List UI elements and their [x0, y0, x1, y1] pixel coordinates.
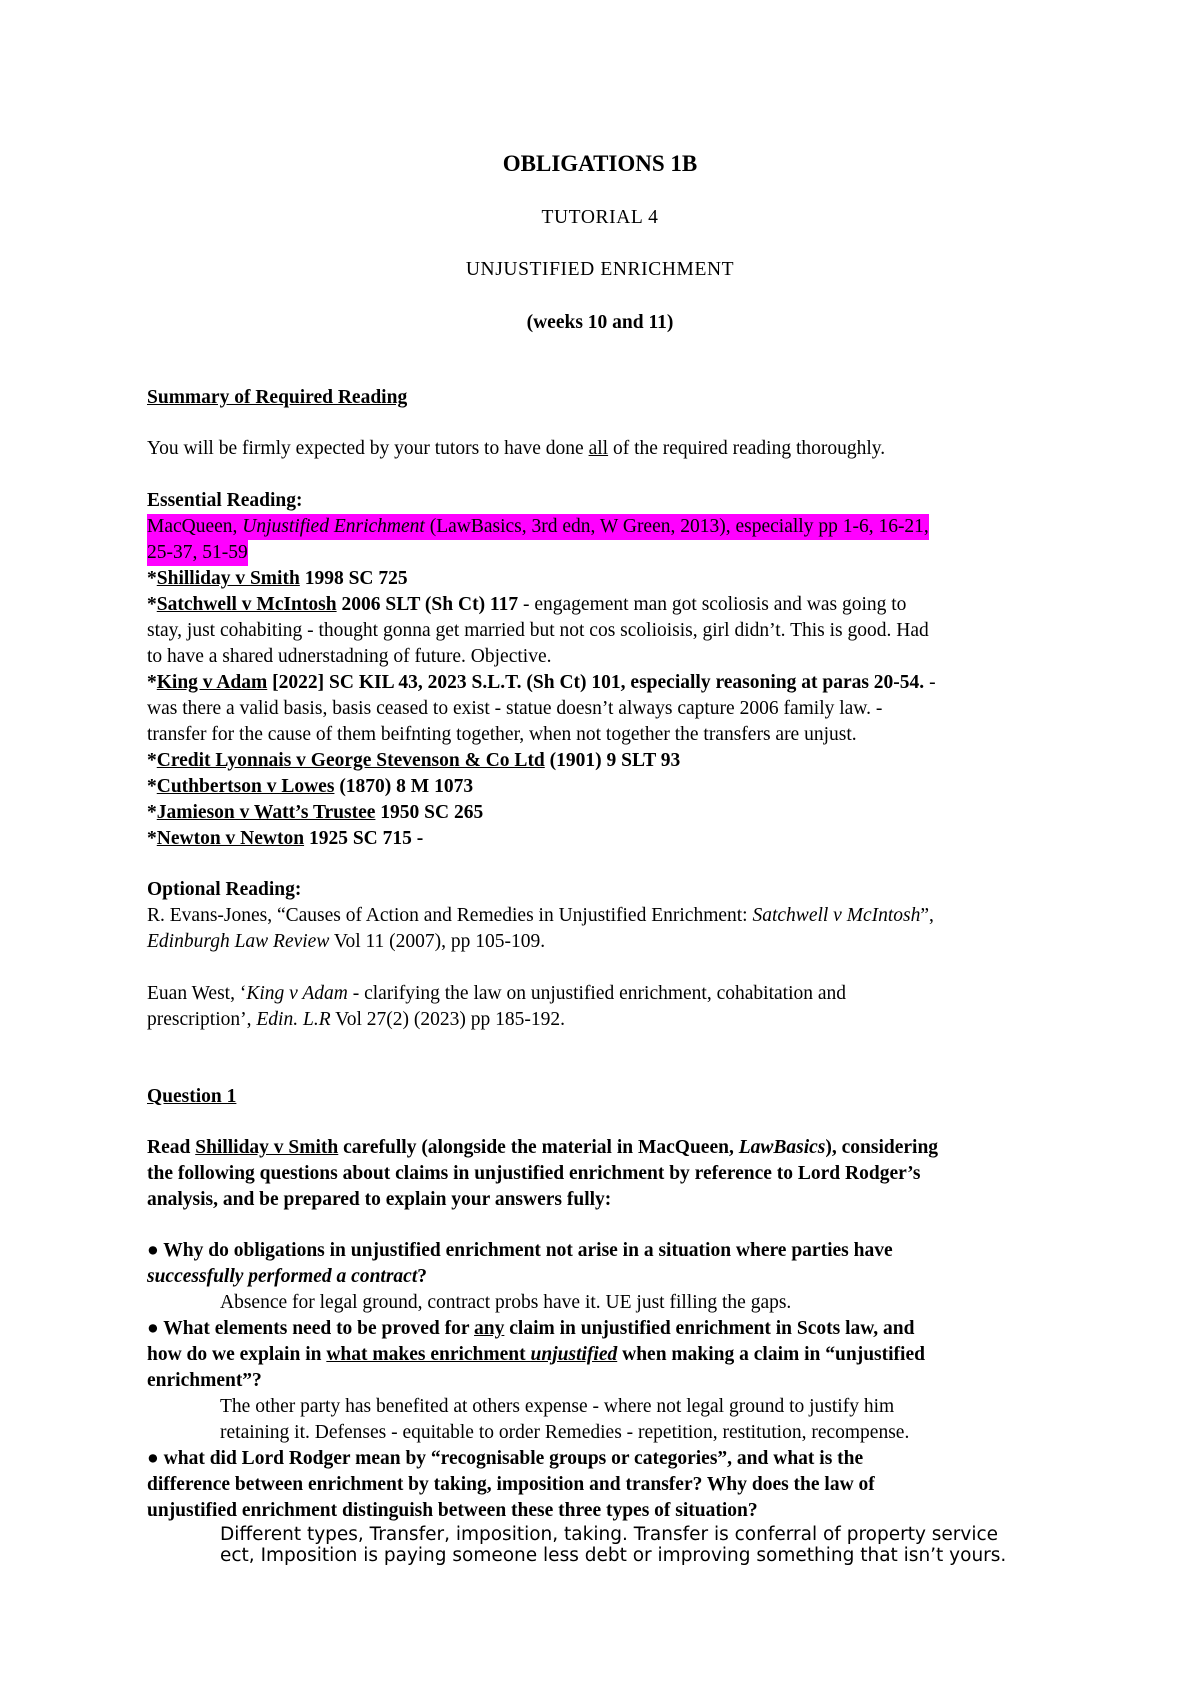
- answer-bullet-3: Different types, Transfer, imposition, taking. Transfer is conferral of property service: [220, 1524, 999, 1545]
- question-bullet-2-line: how do we explain in what makes enrichment unjustified when making a claim in “unjustified: [147, 1344, 925, 1365]
- tutorial-number: TUTORIAL 4: [541, 207, 659, 228]
- page-title: OBLIGATIONS 1B: [502, 151, 698, 176]
- reading-item-shilliday: *Shilliday v Smith 1998 SC 725: [147, 568, 408, 589]
- answer-bullet-3-line: ect, Imposition is paying someone less debt or improving something that isn’t yours.: [220, 1545, 1007, 1566]
- reading-item-satchwell: *Satchwell v McIntosh 2006 SLT (Sh Ct) 117 - engagement man got scoliosis and was going to: [147, 594, 907, 615]
- reading-item-cuthbertson: *Cuthbertson v Lowes (1870) 8 M 1073: [147, 776, 474, 797]
- optional-reference-1-journal: Edinburgh Law Review Vol 11 (2007), pp 105-109.: [147, 931, 546, 952]
- answer-bullet-2: The other party has benefited at others expense - where not legal ground to justify him: [220, 1396, 895, 1417]
- optional-reference-2: Euan West, ‘King v Adam - clarifying the law on unjustified enrichment, cohabitation and: [147, 983, 847, 1004]
- reading-item-macqueen: MacQueen, Unjustified Enrichment (LawBasics, 3rd edn, W Green, 2013), especially pp 1-6, 16-21,: [147, 514, 929, 540]
- summary-intro: You will be firmly expected by your tutors to have done all of the required reading thoroughly.: [147, 438, 886, 459]
- weeks-label: (weeks 10 and 11): [526, 312, 674, 333]
- question-bullet-2: ● What elements need to be proved for any claim in unjustified enrichment in Scots law, and: [147, 1318, 915, 1339]
- optional-reference-2-journal: prescription’, Edin. L.R Vol 27(2) (2023) pp 185-192.: [147, 1009, 565, 1030]
- satchwell-note-line: to have a shared udnerstadning of future. Objective.: [147, 646, 552, 667]
- question-bullet-1: ● Why do obligations in unjustified enrichment not arise in a situation where parties have: [147, 1240, 893, 1261]
- question-bullet-3: ● what did Lord Rodger mean by “recognisable groups or categories”, and what is the: [147, 1448, 864, 1469]
- reading-item-jamieson: *Jamieson v Watt’s Trustee 1950 SC 265: [147, 802, 484, 823]
- answer-bullet-2-line: retaining it. Defenses - equitable to order Remedies - repetition, restitution, recompense.: [220, 1422, 910, 1443]
- reading-item-macqueen-pages: 25-37, 51-59: [147, 540, 248, 566]
- satchwell-note-line: stay, just cohabiting - thought gonna get married but not cos scolioisis, girl didn’t. This is good. Had: [147, 620, 929, 641]
- king-note-line: transfer for the cause of them beifnting together, when not together the transfers are unjust.: [147, 724, 857, 745]
- essential-reading-heading: Essential Reading:: [147, 490, 303, 511]
- question-1-heading: Question 1: [147, 1086, 237, 1107]
- question-bullet-2-line: enrichment”?: [147, 1370, 262, 1391]
- reading-item-newton: *Newton v Newton 1925 SC 715 -: [147, 828, 424, 849]
- question-bullet-3-line: difference between enrichment by taking, imposition and transfer? Why does the law of: [147, 1474, 875, 1495]
- reading-item-king: *King v Adam [2022] SC KIL 43, 2023 S.L.T. (Sh Ct) 101, especially reasoning at paras 20-54. -: [147, 672, 936, 693]
- king-note-line: was there a valid basis, basis ceased to exist - statue doesn’t always capture 2006 family law. -: [147, 698, 883, 719]
- reading-item-credit-lyonnais: *Credit Lyonnais v George Stevenson & Co Ltd (1901) 9 SLT 93: [147, 750, 681, 771]
- question-1-intro: Read Shilliday v Smith carefully (alongside the material in MacQueen, LawBasics), considering: [147, 1137, 939, 1158]
- question-1-intro-line: the following questions about claims in unjustified enrichment by reference to Lord Rodger’s: [147, 1163, 921, 1184]
- summary-heading: Summary of Required Reading: [147, 387, 408, 408]
- optional-reference-1: R. Evans-Jones, “Causes of Action and Remedies in Unjustified Enrichment: Satchwell v McIntosh”,: [147, 905, 934, 926]
- question-bullet-3-line: unjustified enrichment distinguish between these three types of situation?: [147, 1500, 758, 1521]
- optional-reading-heading: Optional Reading:: [147, 879, 302, 900]
- tutorial-topic: UNJUSTIFIED ENRICHMENT: [465, 259, 735, 280]
- question-bullet-1-line: successfully performed a contract?: [147, 1266, 428, 1287]
- question-1-intro-line: analysis, and be prepared to explain your answers fully:: [147, 1189, 612, 1210]
- answer-bullet-1: Absence for legal ground, contract probs have it. UE just filling the gaps.: [220, 1292, 792, 1313]
